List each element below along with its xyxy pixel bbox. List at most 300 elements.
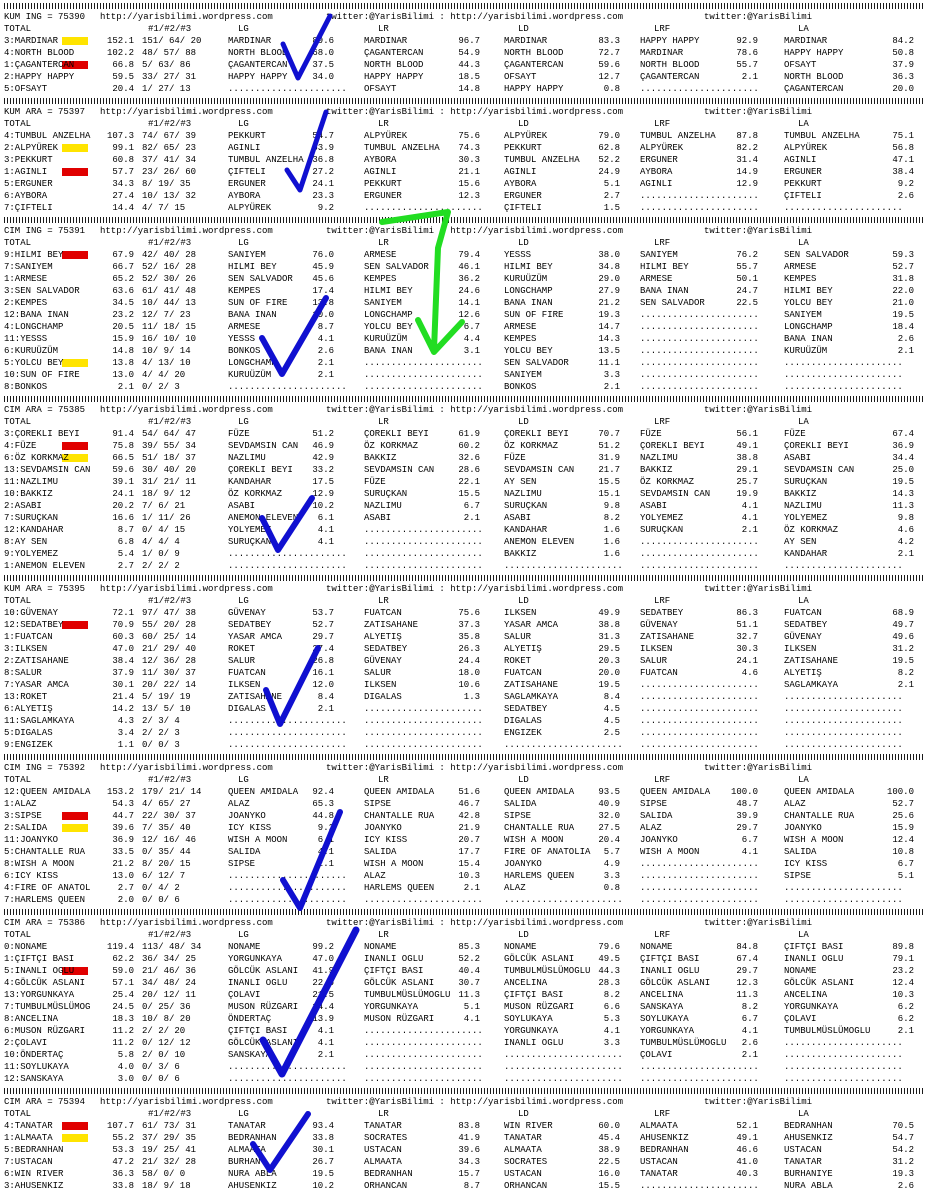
la-value: 56.8 — [892, 143, 914, 153]
total-score: 8.7 — [117, 525, 134, 535]
lg-value: 27.4 — [312, 644, 334, 654]
lg-name: SANSKAYA — [228, 1050, 272, 1060]
placings: 0/ 0/ 3 — [142, 740, 180, 750]
lrf-value: 50.1 — [736, 274, 758, 284]
lr-value: 36.2 — [458, 274, 480, 284]
runner-row — [4, 190, 924, 202]
placings: 21/ 29/ 40 — [142, 644, 197, 654]
placings: 36/ 34/ 25 — [142, 954, 197, 964]
runner-row — [4, 59, 924, 71]
placings: 11/ 30/ 37 — [142, 668, 197, 678]
col-la-label: LA — [798, 596, 809, 606]
lg-value: 51.2 — [312, 429, 334, 439]
lr-name: SALUR — [364, 668, 392, 678]
lg-value: 19.5 — [312, 1169, 334, 1179]
lrf-name: ...................... — [640, 716, 759, 726]
la-value: 100.0 — [886, 787, 914, 797]
lrf-name: BAKKIZ — [640, 465, 673, 475]
ld-name: ...................... — [504, 1050, 623, 1060]
ld-name: AY SEN — [504, 477, 537, 487]
total-score: 59.0 — [112, 966, 134, 976]
lg-value: 45.6 — [312, 274, 334, 284]
placings: 22/ 30/ 37 — [142, 811, 197, 821]
ld-name: NAZLIMU — [504, 489, 542, 499]
race-title: CIM ARA = 75386 — [4, 918, 86, 928]
col-total-label: TOTAL — [4, 596, 32, 606]
total-score: 3.0 — [117, 1074, 134, 1084]
lg-value: 10.2 — [312, 501, 334, 511]
total-score: 21.2 — [112, 859, 134, 869]
la-name: SIPSE — [784, 871, 812, 881]
lg-name: YESSS — [228, 334, 256, 344]
lr-name: SIPSE — [364, 799, 392, 809]
la-name: LONGCHAMP — [784, 322, 833, 332]
lrf-name: ZATISAHANE — [640, 632, 695, 642]
lrf-name: HAPPY HAPPY — [640, 36, 700, 46]
total-score: 47.2 — [112, 1157, 134, 1167]
total-score: 34.3 — [112, 179, 134, 189]
ld-value: 15.1 — [598, 489, 620, 499]
runner-name: 3:PEKKURT — [4, 155, 53, 165]
lr-name: DIGALAS — [364, 692, 402, 702]
placings: 33/ 27/ 31 — [142, 72, 197, 82]
la-value: 10.8 — [892, 847, 914, 857]
ld-value: 15.5 — [598, 477, 620, 487]
ld-value: 5.1 — [603, 179, 620, 189]
runner-name: 4:NORTH BLOOD — [4, 48, 75, 58]
placings: 0/ 4/ 2 — [142, 883, 180, 893]
runner-row — [4, 1180, 924, 1192]
total-score: 16.6 — [112, 513, 134, 523]
lg-value: 53.9 — [312, 143, 334, 153]
lr-name: ...................... — [364, 537, 483, 547]
total-score: 23.2 — [112, 310, 134, 320]
col-lg-label: LG — [238, 24, 249, 34]
lr-value: 46.1 — [458, 262, 480, 272]
total-score: 36.9 — [112, 835, 134, 845]
ld-name: HAPPY HAPPY — [504, 84, 564, 94]
lrf-name: SANIYEM — [640, 250, 678, 260]
ld-name: ÇIFTÇI BASI — [504, 990, 564, 1000]
lr-value: 83.8 — [458, 1121, 480, 1131]
lg-name: YORGUNKAYA — [228, 954, 283, 964]
runner-name: 5:BEDRANHAN — [4, 1145, 64, 1155]
runner-name: 3:SIPSE — [4, 811, 42, 821]
lrf-name: WISH A MOON — [640, 847, 700, 857]
lg-name: SIPSE — [228, 859, 256, 869]
runner-name: 1:ALMAATA — [4, 1133, 53, 1143]
lg-name: AHUSENKIZ — [228, 1181, 277, 1191]
ld-name: JOANYKO — [504, 859, 542, 869]
lrf-value: 67.4 — [736, 954, 758, 964]
la-value: 19.3 — [892, 1169, 914, 1179]
col-total-label: TOTAL — [4, 930, 32, 940]
lg-name: AGINLI — [228, 143, 261, 153]
runner-row — [4, 655, 924, 667]
ld-name: TUMBULMÜSLÜMOGLU — [504, 966, 591, 976]
lrf-name: ÇOLAVI — [640, 1050, 673, 1060]
col-lrf-label: LRF — [654, 930, 671, 940]
lrf-name: ILKSEN — [640, 644, 673, 654]
lrf-name: MARDINAR — [640, 48, 684, 58]
la-name: ...................... — [784, 895, 903, 905]
placings: 18/ 9/ 18 — [142, 1181, 191, 1191]
lg-name: SEVDAMSIN CAN — [228, 441, 299, 451]
la-name: ...................... — [784, 1062, 903, 1072]
lg-name: GÖLCÜK ASLANI — [228, 966, 299, 976]
total-score: 70.9 — [112, 620, 134, 630]
total-score: 102.2 — [106, 48, 134, 58]
total-score: 2.1 — [117, 382, 134, 392]
lr-name: ARMESE — [364, 250, 397, 260]
lg-name: ...................... — [228, 895, 347, 905]
lg-name: SUN OF FIRE — [228, 298, 288, 308]
ld-name: SEVDAMSIN CAN — [504, 465, 575, 475]
placings: 1/ 27/ 13 — [142, 84, 191, 94]
lrf-value: 100.0 — [730, 787, 758, 797]
ld-name: AGINLI — [504, 167, 537, 177]
race-header — [4, 404, 924, 416]
runner-row — [4, 977, 924, 989]
lr-name: QUEEN AMIDALA — [364, 787, 435, 797]
lr-name: ASABI — [364, 513, 392, 523]
lrf-name: ...................... — [640, 692, 759, 702]
lr-name: ILKSEN — [364, 680, 397, 690]
placings: 7/ 35/ 40 — [142, 823, 191, 833]
total-score: 14.8 — [112, 346, 134, 356]
runner-row — [4, 154, 924, 166]
lrf-name: SALUR — [640, 656, 668, 666]
race-header — [4, 583, 924, 595]
total-score: 33.5 — [112, 847, 134, 857]
la-value: 19.5 — [892, 477, 914, 487]
runner-name: 10:GÜVENAY — [4, 608, 59, 618]
runner-row — [4, 83, 924, 95]
lg-name: ROKET — [228, 644, 256, 654]
lr-name: ORHANCAN — [364, 1181, 408, 1191]
la-value: 25.6 — [892, 811, 914, 821]
lr-value: 10.3 — [458, 871, 480, 881]
column-header-row — [4, 118, 924, 130]
ld-value: 14.7 — [598, 322, 620, 332]
ld-name: BONKOS — [504, 382, 537, 392]
lrf-value: 82.2 — [736, 143, 758, 153]
lr-value: 96.7 — [458, 36, 480, 46]
lr-value: 18.5 — [458, 72, 480, 82]
column-header-row — [4, 416, 924, 428]
la-name: OFSAYT — [784, 60, 817, 70]
runner-row — [4, 1132, 924, 1144]
runner-name: 5:ERGUNER — [4, 179, 53, 189]
race-header — [4, 225, 924, 237]
lr-name: TANATAR — [364, 1121, 402, 1131]
runner-row — [4, 464, 924, 476]
lr-value: 4.4 — [463, 334, 480, 344]
la-name: ...................... — [784, 704, 903, 714]
placings: 4/ 13/ 10 — [142, 358, 191, 368]
ld-value: 32.0 — [598, 811, 620, 821]
la-name: AGINLI — [784, 155, 817, 165]
ld-value: 19.5 — [598, 680, 620, 690]
total-score: 11.2 — [112, 1026, 134, 1036]
la-name: BANA INAN — [784, 334, 833, 344]
lr-value: 11.3 — [458, 990, 480, 1000]
lg-value: 4.1 — [317, 525, 334, 535]
la-value: 75.1 — [892, 131, 914, 141]
la-name: ...................... — [784, 883, 903, 893]
runner-name: 6:ÖZ KORKMAZ — [4, 453, 69, 463]
la-name: ÖZ KORKMAZ — [784, 525, 839, 535]
lr-name: INANLI OGLU — [364, 954, 424, 964]
runner-name: 5:INANLI OGLU — [4, 966, 75, 976]
col-lrf-label: LRF — [654, 775, 671, 785]
lr-value: 30.7 — [458, 978, 480, 988]
total-score: 38.4 — [112, 656, 134, 666]
runner-name: 2:ALPYÜREK — [4, 143, 59, 153]
total-score: 67.9 — [112, 250, 134, 260]
lr-value: 17.7 — [458, 847, 480, 857]
ld-value: 20.3 — [598, 656, 620, 666]
ld-value: 2.1 — [603, 382, 620, 392]
total-score: 20.2 — [112, 501, 134, 511]
lr-value: 34.3 — [458, 1157, 480, 1167]
runner-name: 5:YOLCU BEY — [4, 358, 64, 368]
la-name: SALIDA — [784, 847, 817, 857]
lr-value: 40.4 — [458, 966, 480, 976]
runner-name: 3:ILKSEN — [4, 644, 48, 654]
runner-name: 6:WIN RIVER — [4, 1169, 64, 1179]
la-name: NORTH BLOOD — [784, 72, 844, 82]
runner-row — [4, 1049, 924, 1061]
lg-value: 4.1 — [317, 1026, 334, 1036]
ld-value: 20.0 — [598, 668, 620, 678]
col-placings-label: #1/#2/#3 — [148, 930, 192, 940]
runner-row — [4, 249, 924, 261]
lg-value: 17.5 — [312, 477, 334, 487]
hash-separator — [4, 3, 924, 9]
runner-name: 8:AY SEN — [4, 537, 48, 547]
runner-name: 4:TANATAR — [4, 1121, 53, 1131]
placings: 2/ 2/ 2 — [142, 561, 180, 571]
runner-row — [4, 631, 924, 643]
lg-name: GÖLCÜK ASLANI — [228, 1038, 299, 1048]
la-name: SEN SALVADOR — [784, 250, 849, 260]
lrf-name: SOYLUKAYA — [640, 1014, 689, 1024]
runner-row — [4, 428, 924, 440]
total-score: 66.7 — [112, 262, 134, 272]
site-url: http://yarisbilimi.wordpress.com — [100, 763, 273, 773]
runner-row — [4, 798, 924, 810]
la-value: 6.7 — [897, 859, 914, 869]
lr-name: SURUÇKAN — [364, 489, 408, 499]
placings: 19/ 25/ 41 — [142, 1145, 197, 1155]
lr-name: FUATCAN — [364, 608, 402, 618]
runner-row — [4, 607, 924, 619]
la-value: 8.2 — [897, 668, 914, 678]
col-lg-label: LG — [238, 119, 249, 129]
lr-name: SEVDAMSIN CAN — [364, 465, 435, 475]
hash-separator — [4, 217, 924, 223]
la-value: 31.2 — [892, 644, 914, 654]
col-placings-label: #1/#2/#3 — [148, 238, 192, 248]
twitter-handle: twitter:@YarisBilimi — [704, 12, 813, 22]
lr-name: BANA INAN — [364, 346, 413, 356]
ld-name: PEKKURT — [504, 143, 542, 153]
runner-row — [4, 1037, 924, 1049]
total-score: 47.0 — [112, 644, 134, 654]
runner-row — [4, 882, 924, 894]
placings: 4/ 4/ 4 — [142, 537, 180, 547]
la-name: YORGUNKAYA — [784, 1002, 839, 1012]
ld-value: 52.2 — [598, 155, 620, 165]
placings: 20/ 22/ 14 — [142, 680, 197, 690]
ld-value: 1.5 — [603, 203, 620, 213]
lr-name: TUMBUL ANZELHA — [364, 143, 440, 153]
placings: 21/ 32/ 28 — [142, 1157, 197, 1167]
lr-value: 24.4 — [458, 656, 480, 666]
lrf-name: SALIDA — [640, 811, 673, 821]
lg-name: ...................... — [228, 1062, 347, 1072]
total-score: 13.0 — [112, 370, 134, 380]
runner-name: 8:ANCELINA — [4, 1014, 59, 1024]
placings: 6/ 12/ 7 — [142, 871, 186, 881]
runner-name: 0:NONAME — [4, 942, 48, 952]
ld-name: ILKSEN — [504, 608, 537, 618]
ld-value: 12.7 — [598, 72, 620, 82]
lr-name: ...................... — [364, 549, 483, 559]
total-score: 65.2 — [112, 274, 134, 284]
ld-name: TUMBUL ANZELHA — [504, 155, 580, 165]
lrf-value: 4.1 — [741, 513, 758, 523]
race-block — [4, 396, 924, 572]
placings: 39/ 55/ 34 — [142, 441, 197, 451]
col-la-label: LA — [798, 238, 809, 248]
la-value: 54.7 — [892, 1133, 914, 1143]
la-value: 11.3 — [892, 501, 914, 511]
lr-value: 5.1 — [463, 1002, 480, 1012]
ld-value: 2.7 — [603, 191, 620, 201]
lr-name: YOLCU BEY — [364, 322, 413, 332]
lr-name: YORGUNKAYA — [364, 1002, 419, 1012]
runner-name: 10:ÖNDERTAÇ — [4, 1050, 64, 1060]
lg-value: 47.0 — [312, 954, 334, 964]
col-lg-label: LG — [238, 775, 249, 785]
runner-name: 5:OFSAYT — [4, 84, 48, 94]
lr-name: ...................... — [364, 716, 483, 726]
ld-name: YESSS — [504, 250, 532, 260]
runner-row — [4, 679, 924, 691]
runner-row — [4, 452, 924, 464]
lrf-name: ...................... — [640, 871, 759, 881]
lr-name: MARDINAR — [364, 36, 408, 46]
lg-name: SEN SALVADOR — [228, 274, 293, 284]
placings: 42/ 40/ 28 — [142, 250, 197, 260]
lrf-name: BANA INAN — [640, 286, 689, 296]
ld-name: HARLEMS QUEEN — [504, 871, 575, 881]
lr-value: 12.3 — [458, 191, 480, 201]
col-la-label: LA — [798, 930, 809, 940]
total-score: 75.8 — [112, 441, 134, 451]
la-name: ...................... — [784, 1038, 903, 1048]
lrf-name: USTACAN — [640, 1157, 678, 1167]
col-ld-label: LD — [518, 24, 529, 34]
runner-row — [4, 643, 924, 655]
lrf-name: SURUÇKAN — [640, 525, 684, 535]
runner-name: 1:AGINLI — [4, 167, 48, 177]
la-value: 47.1 — [892, 155, 914, 165]
runner-row — [4, 894, 924, 906]
lr-name: ...................... — [364, 1074, 483, 1084]
lr-value: 85.3 — [458, 942, 480, 952]
column-header-row — [4, 23, 924, 35]
lg-name: ARMESE — [228, 322, 261, 332]
race-header — [4, 1096, 924, 1108]
ld-value: 16.0 — [598, 1169, 620, 1179]
lr-value: 22.1 — [458, 477, 480, 487]
lr-value: 21.1 — [458, 167, 480, 177]
total-score: 39.6 — [112, 823, 134, 833]
ld-value: 72.7 — [598, 48, 620, 58]
placings: 31/ 21/ 11 — [142, 477, 197, 487]
ld-name: AYBORA — [504, 179, 537, 189]
placings: 10/ 13/ 32 — [142, 191, 197, 201]
lrf-value: 12.9 — [736, 179, 758, 189]
col-lg-label: LG — [238, 417, 249, 427]
la-value: 34.4 — [892, 453, 914, 463]
site-url: http://yarisbilimi.wordpress.com — [100, 1097, 273, 1107]
lg-name: ...................... — [228, 549, 347, 559]
la-value: 2.1 — [897, 346, 914, 356]
runner-row — [4, 1013, 924, 1025]
ld-name: ALPYÜREK — [504, 131, 548, 141]
lr-value: 10.6 — [458, 680, 480, 690]
lr-name: ...................... — [364, 704, 483, 714]
ld-value: 5.3 — [603, 1014, 620, 1024]
runner-row — [4, 1025, 924, 1037]
total-score: 2.0 — [117, 895, 134, 905]
la-name: ...................... — [784, 740, 903, 750]
total-score: 37.9 — [112, 668, 134, 678]
placings: 12/ 16/ 46 — [142, 835, 197, 845]
ld-name: ANEMON ELEVEN — [504, 537, 575, 547]
placings: 20/ 12/ 11 — [142, 990, 197, 1000]
lg-name: ÖZ KORKMAZ — [228, 489, 283, 499]
la-name: TANATAR — [784, 1157, 822, 1167]
ld-name: ZATISAHANE — [504, 680, 559, 690]
ld-value: 6.6 — [603, 1002, 620, 1012]
runner-row — [4, 941, 924, 953]
runner-name: 4:LONGCHAMP — [4, 322, 64, 332]
lg-name: LONGCHAMP — [228, 358, 277, 368]
lg-value: 2.1 — [317, 358, 334, 368]
runner-name: 10:SUN OF FIRE — [4, 370, 80, 380]
lr-name: NONAME — [364, 942, 397, 952]
la-value: 2.6 — [897, 334, 914, 344]
runner-row — [4, 822, 924, 834]
lrf-name: SEDATBEY — [640, 608, 684, 618]
ld-value: 3.3 — [603, 871, 620, 881]
runner-name: 12:QUEEN AMIDALA — [4, 787, 91, 797]
ld-value: 14.3 — [598, 334, 620, 344]
runner-name: 5:CHANTALLE RUA — [4, 847, 86, 857]
ld-name: ...................... — [504, 1074, 623, 1084]
total-score: 66.5 — [112, 453, 134, 463]
lr-name: ...................... — [364, 1050, 483, 1060]
lrf-value: 49.1 — [736, 1133, 758, 1143]
lrf-value: 2.1 — [741, 1050, 758, 1060]
lg-value: 2.6 — [317, 346, 334, 356]
la-name: NURA ABLA — [784, 1181, 833, 1191]
